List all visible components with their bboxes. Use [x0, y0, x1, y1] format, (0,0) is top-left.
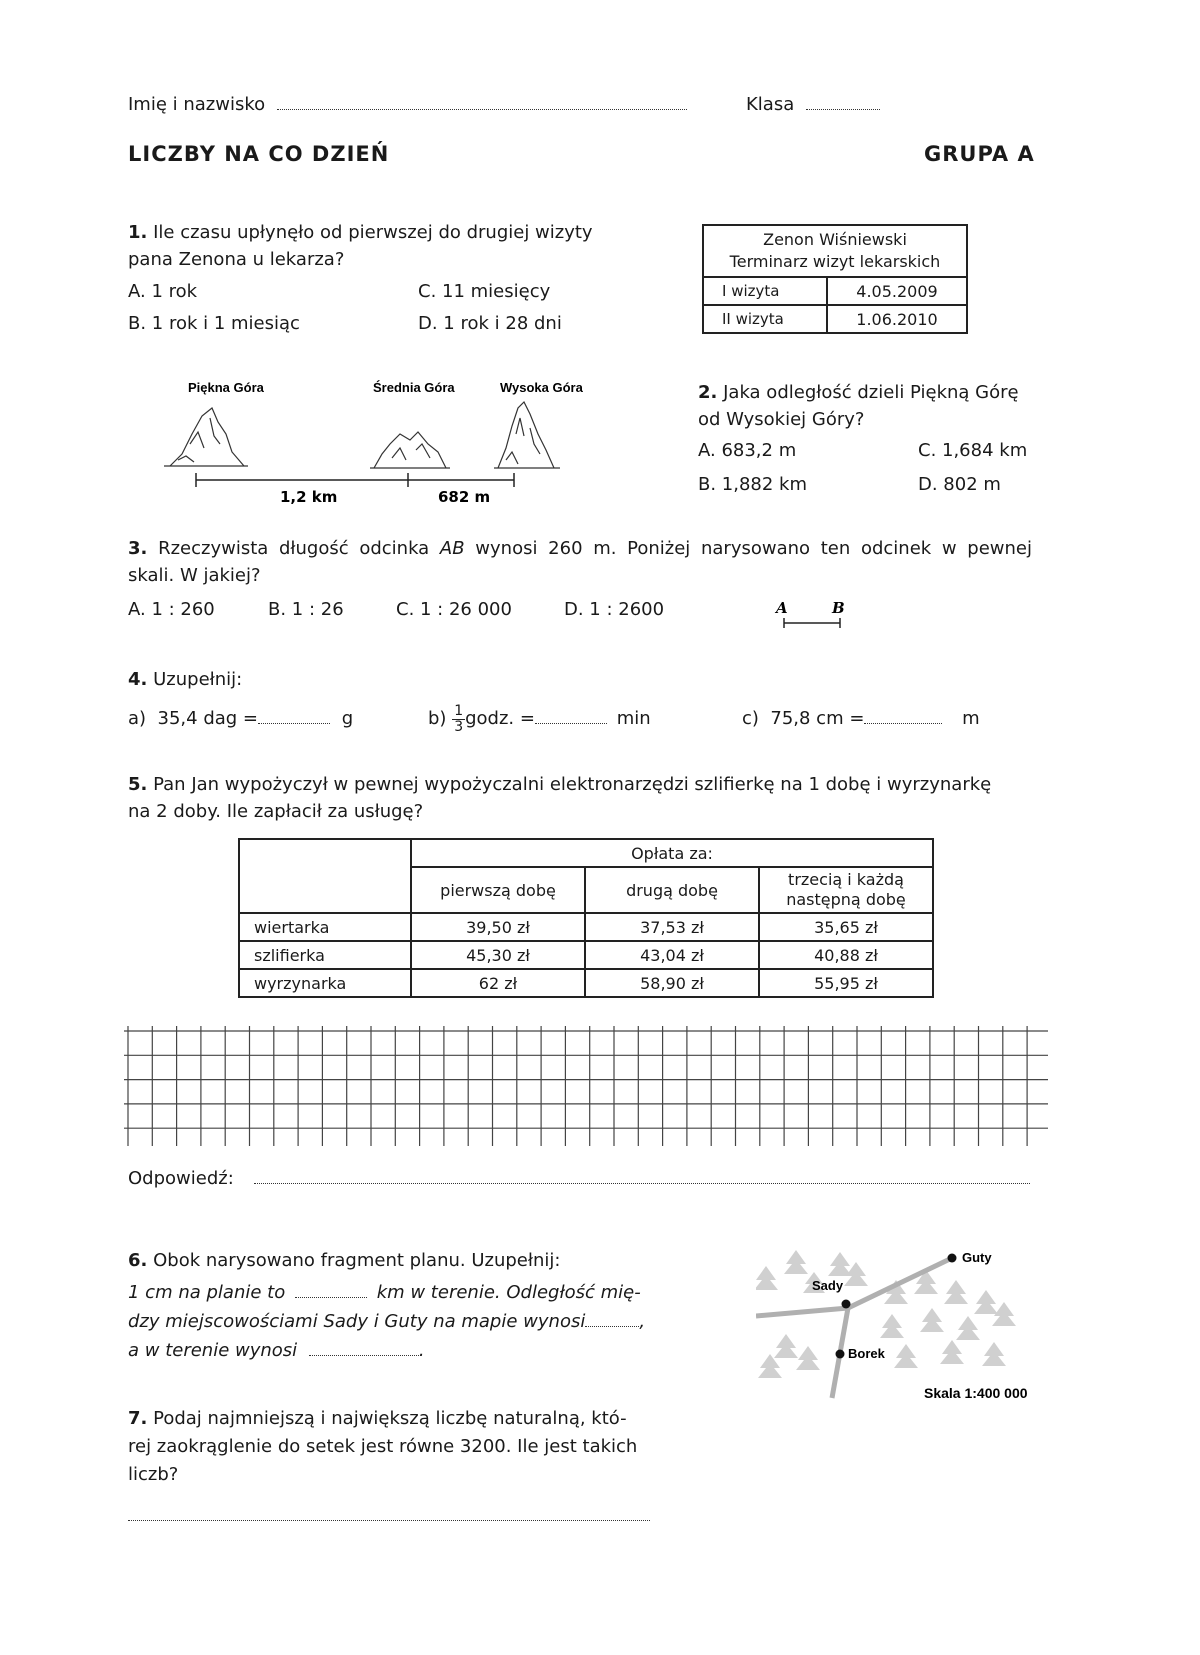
col-header: drugą dobę [585, 867, 759, 913]
q5-text-line2: na 2 doby. Ile zapłacił za usługę? [128, 801, 424, 822]
point-b-label: B [832, 599, 845, 617]
visit-label: I wizyta [703, 277, 827, 305]
q6-line2: dzy miejscowościami Sady i Guty na mapie wynosi , [128, 1311, 646, 1332]
q3-option-b[interactable]: B. 1 : 26 [268, 599, 344, 620]
q3-option-c[interactable]: C. 1 : 26 000 [396, 599, 512, 620]
mountain-label: Średnia Góra [373, 380, 455, 395]
q7-answer-input[interactable] [128, 1504, 650, 1525]
q5-number: 5. [128, 774, 148, 795]
town-label: Guty [962, 1250, 992, 1265]
price-cell: 39,50 zł [411, 913, 585, 941]
name-field-row [128, 92, 687, 118]
group-label: GRUPA A [924, 142, 1035, 166]
q2-option-d[interactable]: D. 802 m [918, 474, 1001, 495]
class-field-row [746, 92, 880, 118]
visit-date: 4.05.2009 [827, 277, 967, 305]
tool-name: wiertarka [239, 913, 411, 941]
town-marker [842, 1300, 851, 1309]
answer-label: Odpowiedź: [128, 1168, 234, 1189]
q6-number: 6. [128, 1250, 148, 1271]
mountain-icon [370, 432, 450, 468]
q1-text-line2: pana Zenona u lekarza? [128, 249, 345, 270]
mountain-label: Piękna Góra [188, 380, 264, 395]
town-marker [948, 1254, 957, 1263]
price-cell: 37,53 zł [585, 913, 759, 941]
rental-price-table [238, 838, 934, 998]
visit-date: 1.06.2010 [827, 305, 967, 333]
q3-text-line1: 3. Rzeczywista długość odcinka AB wynosi 260 m. Poniżej narysowano ten odcinek w pewnej [128, 538, 1033, 559]
q2-text-line2: od Wysokiej Góry? [698, 409, 865, 430]
plan-map [756, 1250, 1056, 1430]
q5-answer-input[interactable] [254, 1167, 1030, 1184]
class-input[interactable] [806, 93, 880, 110]
mountains-diagram [160, 374, 600, 504]
q7-number: 7. [128, 1408, 148, 1429]
town-label: Borek [848, 1346, 885, 1361]
mountain-label: Wysoka Góra [500, 380, 583, 395]
name-input[interactable] [277, 93, 687, 110]
price-cell: 62 zł [411, 969, 585, 997]
point-a-label: A [776, 599, 788, 617]
q7-line2: rej zaokrąglenie do setek jest równe 3200. Ile jest takich [128, 1436, 638, 1457]
visits-table [702, 224, 968, 334]
q4-part-c: c) 75,8 cm = m [742, 708, 980, 729]
town-marker [836, 1350, 845, 1359]
q4-a-input[interactable] [258, 707, 330, 724]
price-cell: 55,95 zł [759, 969, 933, 997]
town-label: Sady [812, 1278, 844, 1293]
page-title: LICZBY NA CO DZIEŃ [128, 142, 390, 166]
q1-option-d[interactable]: D. 1 rok i 28 dni [418, 313, 562, 334]
q3-number: 3. [128, 538, 148, 559]
q5-text-line1: 5. Pan Jan wypożyczył w pewnej wypożyczalni elektronarzędzi szlifierkę na 1 dobę i wyrzynarkę [128, 774, 992, 795]
q4-part-b: b) $\frac{1}{3}$ godz. = min [428, 702, 651, 735]
tool-name: wyrzynarka [239, 969, 411, 997]
segment-ab-figure [772, 598, 852, 630]
q6-real-distance-input[interactable] [309, 1339, 419, 1356]
visits-table-header: Zenon Wiśniewski Terminarz wizyt lekarskich [703, 225, 967, 277]
q6-line1: 1 cm na planie to km w terenie. Odległość mię- [128, 1282, 641, 1303]
mountain-icon [164, 408, 248, 466]
calculation-grid[interactable] [124, 1026, 1048, 1146]
distance-label: 1,2 km [280, 488, 338, 504]
q3-text-line2: skali. W jakiej? [128, 565, 261, 586]
q4-part-a: a) 35,4 dag = g [128, 708, 354, 729]
price-cell: 35,65 zł [759, 913, 933, 941]
q1-option-c[interactable]: C. 11 miesięcy [418, 281, 551, 302]
q1-text-line1: 1. Ile czasu upłynęło od pierwszej do drugiej wizyty [128, 222, 593, 243]
col-header: pierwszą dobę [411, 867, 585, 913]
q3-option-a[interactable]: A. 1 : 260 [128, 599, 215, 620]
distance-label: 682 m [438, 488, 491, 504]
name-label: Imię i nazwisko [128, 94, 266, 115]
q2-text-line1: 2. Jaka odległość dzieli Piękną Górę [698, 382, 1019, 403]
q1-option-b[interactable]: B. 1 rok i 1 miesiąc [128, 313, 300, 334]
price-cell: 58,90 zł [585, 969, 759, 997]
q2-option-c[interactable]: C. 1,684 km [918, 440, 1028, 461]
class-label: Klasa [746, 94, 795, 115]
q1-number: 1. [128, 222, 148, 243]
price-cell: 45,30 zł [411, 941, 585, 969]
map-scale: Skala 1:400 000 [924, 1385, 1028, 1401]
price-cell: 40,88 zł [759, 941, 933, 969]
q6-text: 6. Obok narysowano fragment planu. Uzupełnij: [128, 1250, 561, 1271]
q2-option-b[interactable]: B. 1,882 km [698, 474, 808, 495]
q4-b-input[interactable] [535, 707, 607, 724]
q4-c-input[interactable] [864, 707, 942, 724]
q7-line1: 7. Podaj najmniejszą i największą liczbę naturalną, któ- [128, 1408, 627, 1429]
q1-option-a[interactable]: A. 1 rok [128, 281, 198, 302]
mountain-icon [494, 402, 560, 468]
q4-text: 4. Uzupełnij: [128, 669, 243, 690]
q6-line3: a w terenie wynosi . [128, 1340, 425, 1361]
q6-scale-input[interactable] [295, 1281, 367, 1298]
q2-option-a[interactable]: A. 683,2 m [698, 440, 797, 461]
visit-label: II wizyta [703, 305, 827, 333]
q5-answer-row [128, 1166, 1030, 1192]
q3-option-d[interactable]: D. 1 : 2600 [564, 599, 665, 620]
q4-number: 4. [128, 669, 148, 690]
q7-line3: liczb? [128, 1464, 179, 1485]
tool-name: szlifierka [239, 941, 411, 969]
price-cell: 43,04 zł [585, 941, 759, 969]
q6-map-distance-input[interactable] [585, 1310, 639, 1327]
price-group-header: Opłata za: [411, 839, 933, 867]
q2-number: 2. [698, 382, 718, 403]
col-header: trzecią i każdą następną dobę [759, 867, 933, 913]
fraction-one-third: $\frac{1}{3}$ [454, 702, 464, 735]
